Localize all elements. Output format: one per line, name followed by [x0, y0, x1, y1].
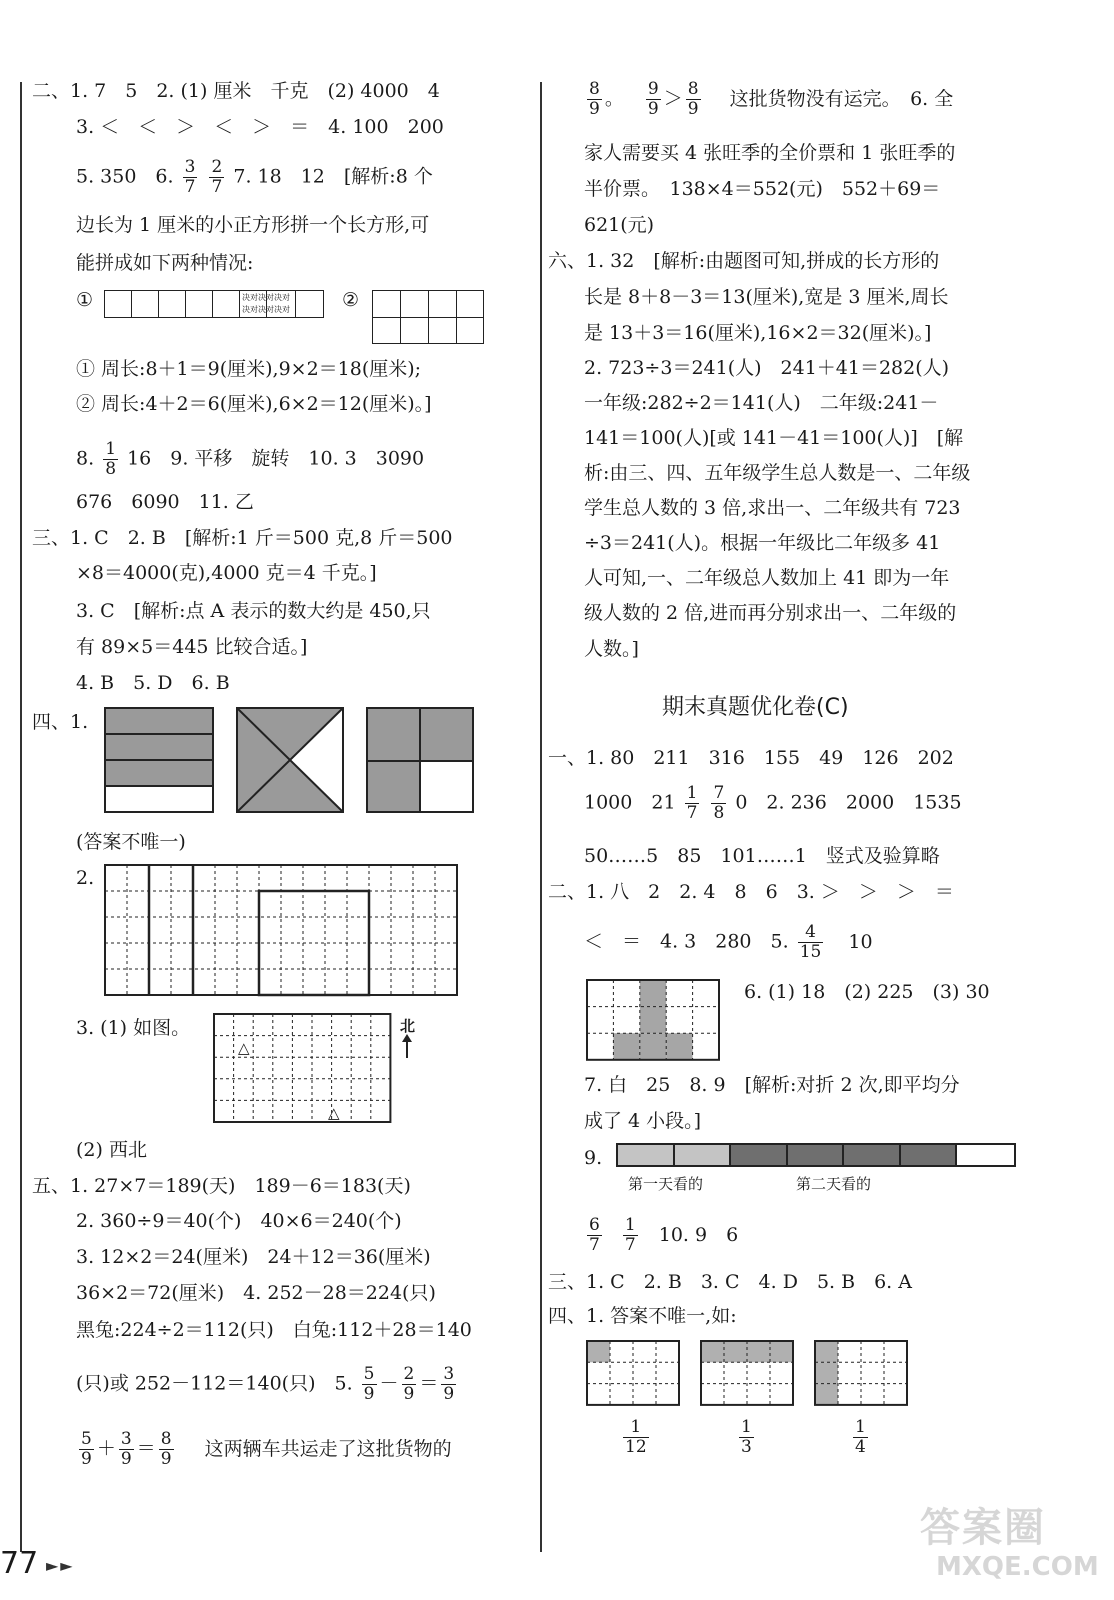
fraction: $\frac{1}{8}$ — [105, 439, 117, 479]
column-divider — [540, 82, 542, 1552]
answer-text: 0 2. 236 2000 1535 — [735, 791, 962, 814]
answer-line: (2) 西北 — [76, 1139, 147, 1161]
fraction: $\frac{2}{9}$ — [403, 1364, 415, 1404]
answer-line: $\frac{5}{9}$ ＋ $\frac{3}{9}$ ＝ $\frac{8}{9}$ 这两辆车共运走了这批货物的 — [81, 1429, 452, 1469]
answer-text: 10 — [848, 930, 873, 953]
watermark-url: MXQE.COM — [936, 1552, 1099, 1582]
fraction: $\frac{5}{9}$ — [363, 1364, 375, 1404]
bar-segment — [731, 1145, 788, 1165]
fraction-grid-1-12 — [586, 1340, 680, 1406]
answer-text: 这批货物没有运完。 6. 全 — [729, 87, 954, 110]
answer-line: 家人需要买 4 张旺季的全价票和 1 张旺季的 — [584, 142, 956, 164]
answer-text: 1000 21 — [584, 791, 676, 814]
answer-line: 半价票。 138×4＝552(元) 552＋69＝ — [584, 178, 941, 200]
answer-line: ② 周长:4＋2＝6(厘米),6×2＝12(厘米)。] — [76, 393, 432, 415]
fraction: $\frac{1}{3}$ — [741, 1417, 752, 1457]
fraction: $\frac{8}{9}$ — [160, 1429, 172, 1469]
fraction: $\frac{9}{9}$ — [647, 79, 659, 119]
answer-line: 二、1. 7 5 2. (1) 厘米 千克 (2) 4000 4 — [32, 80, 440, 102]
answer-line: 能拼成如下两种情况: — [76, 252, 254, 274]
answer-line: 141＝100(人)[或 141－41＝100(人)] [解 — [584, 427, 964, 449]
answer-line: 3. ＜ ＜ ＞ ＜ ＞ ＝ 4. 100 200 — [76, 116, 444, 138]
answer-line: $\frac{8}{9}$ 。 $\frac{9}{9}$ ＞ $\frac{8}{9}$ 这批货物没有运完。 6. 全 — [589, 79, 954, 119]
answer-line: 析:由三、四、五年级学生总人数是一、二年级 — [584, 462, 971, 484]
shaded-square-quarters — [366, 707, 474, 813]
fraction: $\frac{1}{4}$ — [855, 1417, 866, 1457]
page-number: 77 — [0, 1546, 39, 1581]
fraction-grid-1-4 — [814, 1340, 908, 1406]
answer-line: 是 13＋3＝16(厘米),16×2＝32(厘米)。] — [584, 322, 932, 344]
answer-line: 级人数的 2 倍,进而再分别求出一、二年级的 — [584, 602, 957, 624]
fraction: $\frac{3}{9}$ — [120, 1429, 132, 1469]
answer-line: 6. (1) 18 (2) 225 (3) 30 — [744, 981, 990, 1003]
answer-line: 五、1. 27×7＝189(天) 189－6＝183(天) — [32, 1175, 411, 1197]
answer-line: 一、1. 80 211 316 155 49 126 202 — [548, 747, 954, 769]
answer-line — [584, 784, 962, 823]
triangle-marker-icon: △ — [238, 1039, 250, 1057]
fraction: $\frac{3}{9}$ — [443, 1364, 455, 1404]
answer-line: 人数。] — [584, 638, 639, 660]
answer-line: 2. 723÷3＝241(人) 241＋41＝282(人) — [584, 357, 950, 379]
answer-line — [584, 1216, 738, 1255]
answer-line: 2. 360÷9＝40(个) 40×6＝240(个) — [76, 1210, 402, 1232]
fraction: $\frac{8}{9}$ — [687, 79, 699, 119]
bar-segment — [675, 1145, 732, 1165]
answer-line: 3. C [解析:点 A 表示的数大约是 450,只 — [76, 600, 431, 622]
shaded-square-diagonals — [236, 707, 344, 813]
answer-text: 5. 350 6. — [76, 165, 174, 188]
answer-line — [76, 158, 433, 197]
translation-grid — [104, 864, 466, 1000]
watermark-logo: 答案圈 — [920, 1505, 1046, 1551]
fraction: $\frac{5}{9}$ — [81, 1429, 92, 1469]
bar-label-day2: 第二天看的 — [796, 1175, 872, 1193]
bar-segment — [901, 1145, 958, 1165]
section-title: 期末真题优化卷(C) — [662, 695, 849, 720]
answer-line: (只)或 252－112＝140(只) 5. $\frac{5}{9}$ － $\frac{2}{9}$ ＝ $\frac{3}{9}$ — [76, 1364, 455, 1404]
answer-line: 4. B 5. D 6. B — [76, 672, 230, 694]
bar-segment — [618, 1145, 675, 1165]
rect-2x4-diagram — [372, 290, 484, 344]
bar-label-day1: 第一天看的 — [628, 1175, 704, 1193]
answer-text: 8. — [76, 447, 95, 470]
answer-line: 7. 白 25 8. 9 [解析:对折 2 次,即平均分 — [584, 1074, 960, 1096]
shaded-grid-figure — [586, 979, 720, 1061]
answer-line — [584, 923, 873, 962]
north-arrow-icon — [402, 1034, 412, 1042]
answer-text: 10. 9 6 — [658, 1223, 739, 1246]
answer-line: ×8＝4000(克),4000 克＝4 千克。] — [76, 562, 377, 584]
fraction: $\frac{8}{9}$ — [589, 79, 600, 119]
stamp-text: 决对决对决对 — [242, 305, 290, 314]
answer-text: (只)或 252－112＝140(只) 5. — [76, 1372, 353, 1395]
answer-text: 7. 18 12 [解析:8 个 — [233, 165, 433, 188]
answer-line: 3. (1) 如图。 — [76, 1017, 191, 1039]
answer-line: 边长为 1 厘米的小正方形拼一个长方形,可 — [76, 214, 430, 236]
answer-line: 六、1. 32 [解析:由题图可知,拼成的长方形的 — [548, 250, 940, 272]
answer-line: 50……5 85 101……1 竖式及验算略 — [584, 845, 940, 867]
answer-line — [76, 440, 424, 479]
answer-text: 16 9. 平移 旋转 10. 3 3090 — [127, 447, 425, 470]
answer-line: 二、1. 八 2 2. 4 8 6 3. ＞ ＞ ＞ ＝ — [548, 881, 954, 903]
fraction: $\frac{4}{15}$ — [799, 922, 822, 962]
bar-segment — [788, 1145, 845, 1165]
answer-line: 有 89×5＝445 比较合适。] — [76, 636, 308, 658]
fraction: $\frac{7}{8}$ — [713, 783, 725, 823]
answer-line: 9. — [584, 1147, 603, 1169]
answer-line: 四、1. 答案不唯一,如: — [548, 1305, 737, 1327]
case-1-label: ① — [76, 289, 94, 311]
shaded-rectangle-strips — [104, 707, 214, 813]
answer-line: ÷3＝241(人)。根据一年级比二年级多 41 — [584, 532, 941, 554]
stamp-text: 决对决对决对 — [242, 293, 290, 302]
answer-line: 36×2＝72(厘米) 4. 252－28＝224(只) — [76, 1282, 436, 1304]
answer-line: 人可知,一、二年级总人数加上 41 即为一年 — [584, 567, 950, 589]
answer-line: 学生总人数的 3 倍,求出一、二年级共有 723 — [584, 497, 961, 519]
answer-line: 2. — [76, 867, 95, 889]
page-arrows-icon: ►► — [46, 1556, 75, 1575]
fraction: $\frac{1}{7}$ — [686, 783, 698, 823]
case-2-label: ② — [342, 289, 360, 311]
fraction: $\frac{3}{7}$ — [184, 157, 196, 197]
fraction: $\frac{2}{7}$ — [211, 157, 223, 197]
fraction: $\frac{1}{12}$ — [625, 1417, 647, 1457]
answer-line: 3. 12×2＝24(厘米) 24＋12＝36(厘米) — [76, 1246, 431, 1268]
answer-line: 一年级:282÷2＝141(人) 二年级:241－ — [584, 392, 939, 414]
bar-segment — [957, 1145, 1014, 1165]
answer-line: ① 周长:8＋1＝9(厘米),9×2＝18(厘米); — [76, 358, 422, 380]
bar-segment — [844, 1145, 901, 1165]
position-grid — [213, 1013, 393, 1125]
fraction: $\frac{6}{7}$ — [589, 1215, 600, 1255]
answer-line: 三、1. C 2. B 3. C 4. D 5. B 6. A — [548, 1271, 912, 1293]
answer-text: 这两辆车共运走了这批货物的 — [204, 1437, 452, 1460]
triangle-marker-icon: △ — [328, 1104, 340, 1122]
reading-progress-bar — [616, 1143, 1016, 1167]
answer-line: 三、1. C 2. B [解析:1 斤＝500 克,8 斤＝500 — [32, 527, 453, 549]
answer-line: 成了 4 小段。] — [584, 1110, 702, 1132]
answer-line: (答案不唯一) — [76, 831, 186, 853]
fraction-grid-1-3 — [700, 1340, 794, 1406]
answer-line: 四、1. — [32, 711, 89, 733]
north-label: 北 — [400, 1017, 416, 1035]
answer-line: 长是 8＋8－3＝13(厘米),宽是 3 厘米,周长 — [584, 286, 949, 308]
answer-line: 676 6090 11. 乙 — [76, 491, 254, 513]
fraction: $\frac{1}{7}$ — [624, 1215, 636, 1255]
answer-text: ＜ ＝ 4. 3 280 5. — [584, 930, 789, 953]
answer-line: 黑兔:224÷2＝112(只) 白兔:112＋28＝140 — [76, 1319, 472, 1341]
answer-line: 621(元) — [584, 214, 655, 236]
left-margin-rule — [20, 82, 22, 1552]
rect-1x8-diagram — [104, 290, 324, 318]
